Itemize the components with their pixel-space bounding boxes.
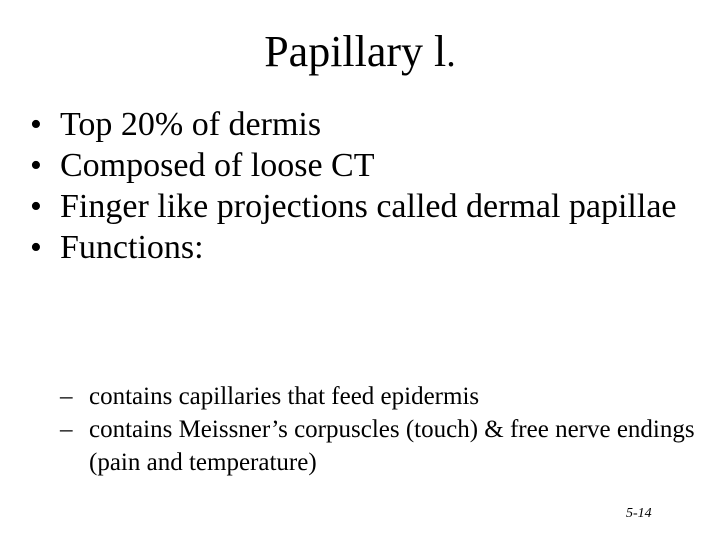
sub-bullet-text: contains Meissner’s corpuscles (touch) & free nerve endings (pain and temperature) [89,416,695,476]
bullet-item [30,186,700,227]
slide-title [0,26,720,80]
sub-bullet-item [60,380,700,413]
slide-number: 5-14 [626,506,652,521]
bullet-text: Finger like projections called dermal papillae [60,188,677,225]
bullet-marker: • [30,229,42,266]
bullet-text: Top 20% of dermis [60,106,322,143]
sub-bullet-text: contains capillaries that feed epidermis [89,383,480,410]
bullet-item [30,227,700,268]
bullet-item [30,104,700,145]
sub-bullet-marker: – [60,383,73,410]
bullet-text: Composed of loose CT [60,147,375,184]
bullet-marker: • [30,147,42,184]
bullet-item [30,145,700,186]
bullet-marker: • [30,106,42,143]
sub-bullet-marker: – [60,416,73,443]
bullet-marker: • [30,188,42,225]
bullet-text: Functions: [60,229,204,266]
sub-bullet-list [60,380,700,479]
slide-title-suffix: . [446,33,456,75]
bullet-list [30,104,700,268]
sub-bullet-item [60,413,700,479]
slide-title-text: Papillary l [264,27,447,76]
